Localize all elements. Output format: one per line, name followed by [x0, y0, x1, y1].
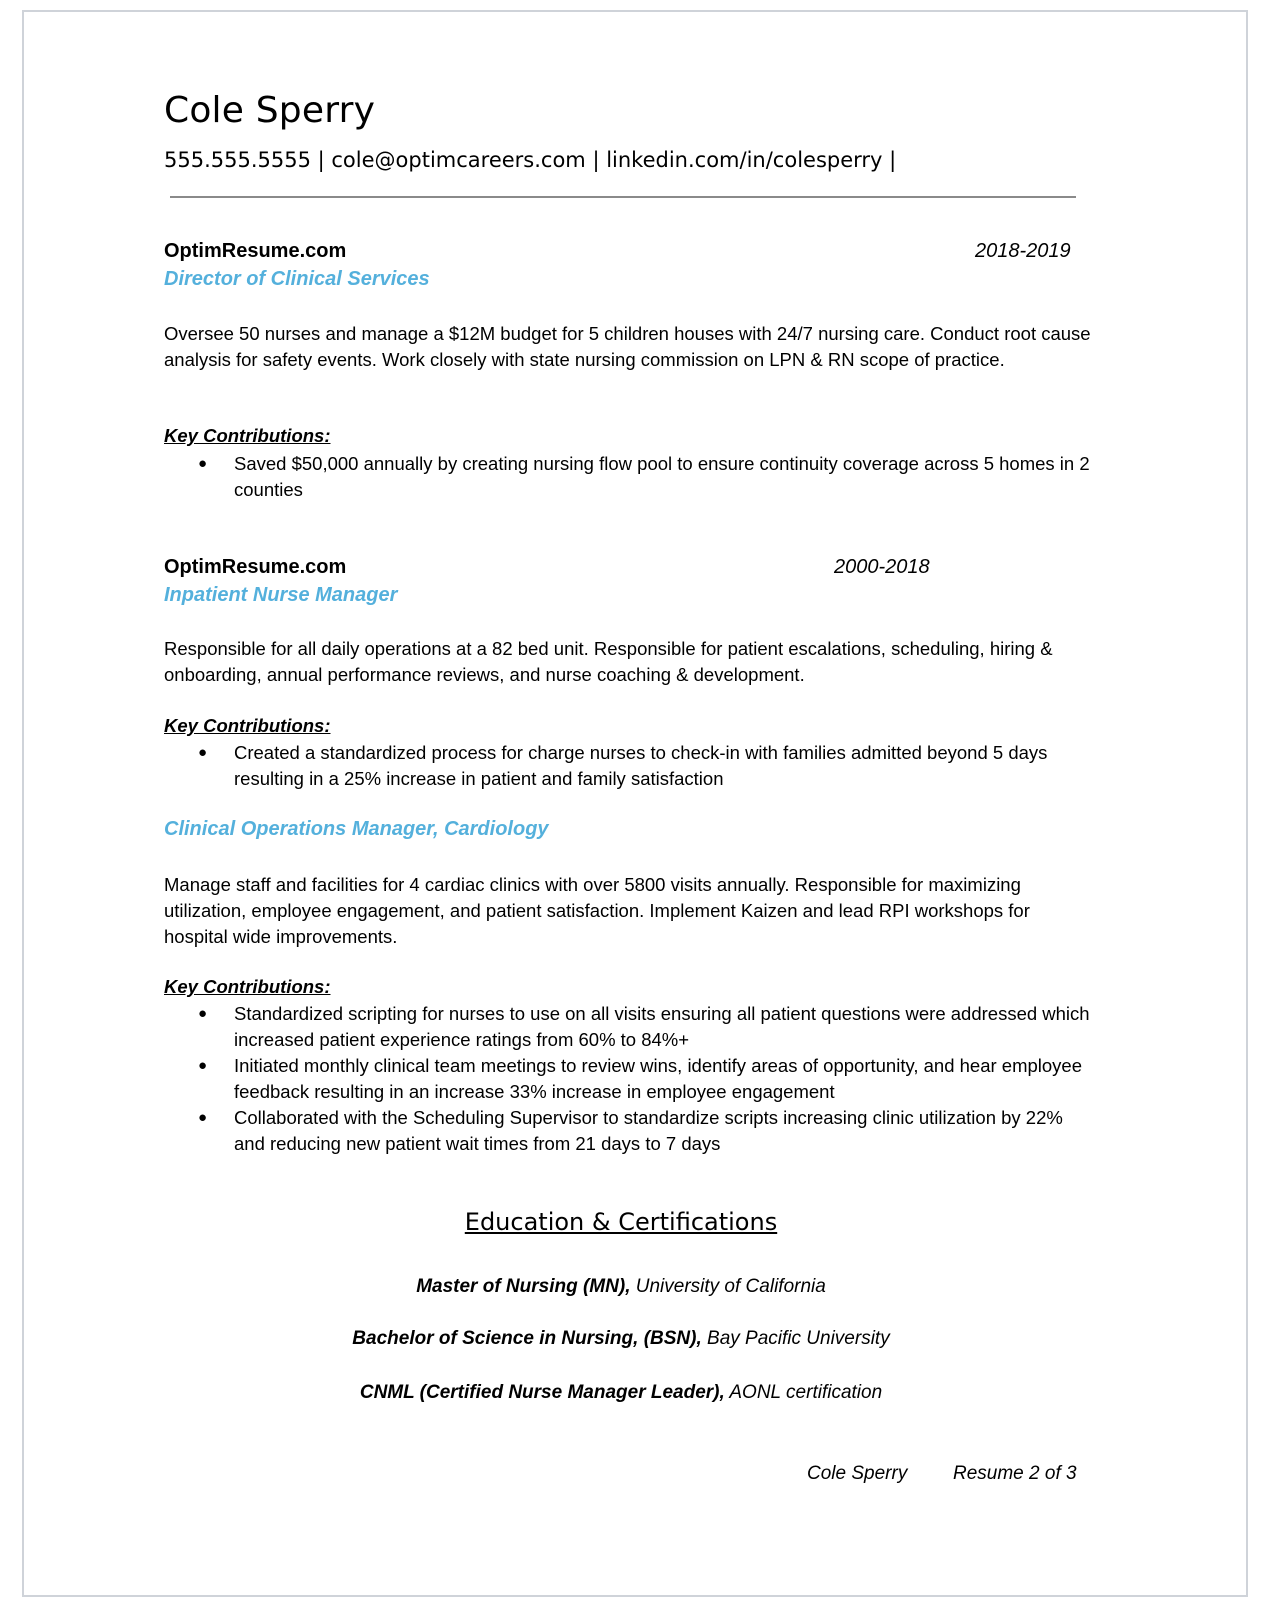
job-2-bullet-list — [164, 740, 1094, 792]
job-2-key-contributions-label: Key Contributions: — [164, 715, 331, 736]
bullet-dot: ● — [198, 1005, 208, 1022]
list-item: ● Standardized scripting for nurses to use on all visits ensuring all patient questions were addressed which increased patient experience ratings from 60% to 84%+ — [198, 1003, 1090, 1050]
education-item — [164, 1328, 1078, 1350]
education-school: AONL certification — [724, 1382, 883, 1403]
job-2-title: Inpatient Nurse Manager — [164, 584, 398, 606]
job-3-title: Clinical Operations Manager, Cardiology — [164, 818, 549, 840]
footer-name: Cole Sperry — [807, 1463, 908, 1484]
job-2-company: OptimResume.com — [164, 556, 347, 578]
bullet-dot: ● — [198, 1109, 208, 1126]
list-item: ● Saved $50,000 annually by creating nursing flow pool to ensure continuity coverage across 5 homes in 2 counties — [198, 453, 1090, 500]
bullet-dot: ● — [198, 1057, 208, 1074]
job-2-dates: 2000-2018 — [834, 556, 930, 578]
footer-page-number: Resume 2 of 3 — [953, 1463, 1077, 1484]
education-item — [164, 1276, 1078, 1298]
education-item — [164, 1382, 1078, 1404]
job-1-company: OptimResume.com — [164, 240, 347, 262]
job-1-title: Director of Clinical Services — [164, 268, 430, 290]
education-degree: CNML (Certified Nurse Manager Leader), — [359, 1382, 725, 1403]
job-1-key-contributions-label: Key Contributions: — [164, 425, 331, 446]
job-3-bullet-list — [164, 1001, 1094, 1157]
job-3-description: Manage staff and facilities for 4 cardiac clinics with over 5800 visits annually. Responsible for maximizing utilization, employee engagement, and patient satisfaction. Implement Kaizen and lead RPI workshops for hospital wide improvements. — [164, 874, 1030, 947]
bullet-dot: ● — [198, 455, 208, 472]
job-1-description: Oversee 50 nurses and manage a $12M budget for 5 children houses with 24/7 nursing care. Conduct root cause analysis for safety events. Work closely with state nursing commission on LPN & RN scope of practice. — [164, 323, 1091, 370]
candidate-name: Cole Sperry — [164, 90, 376, 131]
job-2-description: Responsible for all daily operations at a 82 bed unit. Responsible for patient escalations, scheduling, hiring & onboarding, annual performance reviews, and nurse coaching & development. — [164, 638, 1053, 685]
list-item: ● Created a standardized process for charge nurses to check-in with families admitted beyond 5 days resulting in a 25% increase in patient and family satisfaction — [198, 742, 1048, 789]
resume-page — [22, 10, 1248, 1597]
list-item: ● Collaborated with the Scheduling Supervisor to standardize scripts increasing clinic utilization by 22% and reducing new patient wait times from 21 days to 7 days — [198, 1107, 1063, 1154]
education-school: University of California — [630, 1276, 826, 1297]
education-degree: Bachelor of Science in Nursing, (BSN), — [352, 1328, 702, 1349]
bullet-dot: ● — [198, 744, 208, 761]
education-degree: Master of Nursing (MN), — [416, 1276, 631, 1297]
job-1-dates: 2018-2019 — [975, 240, 1071, 262]
job-1-bullet-list — [164, 451, 1094, 503]
education-school: Bay Pacific University — [701, 1328, 890, 1349]
job-3-key-contributions-label: Key Contributions: — [164, 976, 331, 997]
header-divider — [170, 196, 1076, 198]
education-heading: Education & Certifications — [464, 1208, 778, 1236]
list-item: ● Initiated monthly clinical team meetings to review wins, identify areas of opportunity, and hear employee feedback resulting in an increase 33% increase in employee engagement — [198, 1055, 1083, 1102]
contact-info: 555.555.5555 | cole@optimcareers.com | linkedin.com/in/colesperry | — [164, 148, 897, 172]
